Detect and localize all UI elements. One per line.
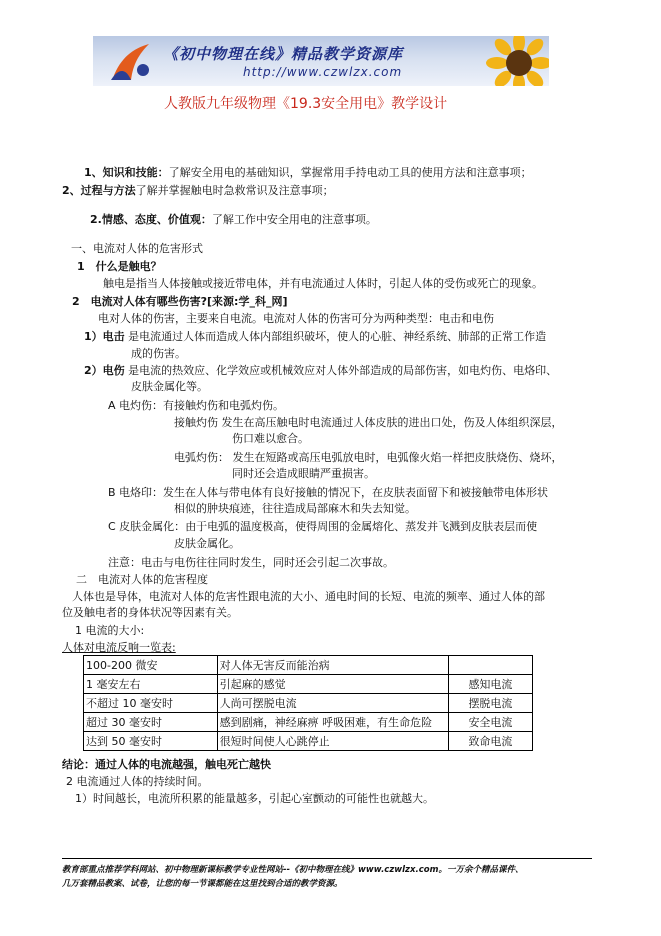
electric-shock-text: 是电流通过人体而造成人体内部组织破坏，使人的心脏、神经系统、肺部的正常工作造 xyxy=(128,330,547,343)
objective-3 xyxy=(90,213,377,227)
arc-burn-label: 电弧灼伤： xyxy=(174,451,229,464)
current-reaction-table xyxy=(83,655,533,751)
current-magnitude-heading: 1 电流的大小: xyxy=(75,624,145,637)
electric-mark-text-cont: 相似的肿块痕迹，往往造成局部麻木和失去知觉。 xyxy=(174,502,416,515)
contact-burn-text-cont: 伤口难以愈合。 xyxy=(232,432,309,445)
electric-shock-item xyxy=(84,330,546,344)
table-cell: 感到剧痛，神经麻痹 呼吸困难，有生命危险 xyxy=(217,713,448,732)
section-2-heading: 二 电流对人体的危害程度 xyxy=(76,573,208,586)
table-row xyxy=(84,656,533,675)
table-caption: 人体对电流反响一览表: xyxy=(62,641,176,654)
footer-divider xyxy=(62,858,592,859)
table-cell: 引起麻的感觉 xyxy=(217,675,448,694)
objective-1-label: 1、知识和技能： xyxy=(84,166,169,179)
electric-injury-text-cont: 皮肤金属化等。 xyxy=(131,380,208,393)
table-cell: 100-200 微安 xyxy=(84,656,218,675)
sunflower-icon xyxy=(483,36,549,86)
electric-mark xyxy=(108,486,548,500)
objective-2 xyxy=(62,184,334,198)
skin-metallization-text-cont: 皮肤金属化。 xyxy=(174,537,240,550)
conclusion: 结论：通过人体的电流越强，触电死亡越快 xyxy=(62,758,271,771)
table-row xyxy=(84,732,533,751)
objective-3-text: 了解工作中安全用电的注意事项。 xyxy=(211,213,377,226)
electric-injury-label: 2）电伤 xyxy=(84,364,125,377)
section-2-intro-cont: 位及触电者的身体状况等因素有关。 xyxy=(62,606,238,619)
question-1-body: 触电是指当人体接触或接近带电体，并有电流通过人体时，引起人体的受伤或死亡的现象。 xyxy=(103,277,543,290)
banner-title: 《初中物理在线》精品教学资源库 xyxy=(163,45,404,63)
question-2-body: 电对人体的伤害，主要来自电流。电流对人体的伤害可分为两种类型：电击和电伤 xyxy=(98,312,494,325)
burn-heading: A 电灼伤：有接触灼伤和电弧灼伤。 xyxy=(108,399,285,412)
footer-line-1: 教育部重点推荐学科网站、初中物理新课标教学专业性网站--《初中物理在线》www.czwlzx.com。一万余个精品课件、 xyxy=(62,865,524,875)
objective-3-label: 2.情感、态度、价值观： xyxy=(90,213,212,226)
contact-burn xyxy=(174,416,563,430)
table-cell: 很短时间使人心跳停止 xyxy=(217,732,448,751)
section-1-heading: 一、电流对人体的危害形式 xyxy=(71,242,203,255)
duration-item-1: 1）时间越长，电流所积累的能量越多，引起心室颤动的可能性也就越大。 xyxy=(75,792,434,805)
objective-1-text: 了解安全用电的基础知识，掌握常用手持电动工具的使用方法和注意事项； xyxy=(168,166,532,179)
table-row xyxy=(84,694,533,713)
electric-injury-text: 是电流的热效应、化学效应或机械效应对人体外部造成的局部伤害，如电灼伤、电烙印、 xyxy=(128,364,558,377)
arc-burn-text-cont: 同时还会造成眼睛严重损害。 xyxy=(232,467,375,480)
table-cell: 不超过 10 毫安时 xyxy=(84,694,218,713)
contact-burn-label: 接触灼伤 xyxy=(174,416,218,429)
electric-shock-label: 1）电击 xyxy=(84,330,125,343)
arc-burn xyxy=(174,451,563,465)
table-cell: 摆脱电流 xyxy=(448,694,532,713)
table-cell: 致命电流 xyxy=(448,732,532,751)
table-cell: 感知电流 xyxy=(448,675,532,694)
arc-burn-text: 发生在短路或高压电弧放电时，电弧像火焰一样把皮肤烧伤、烧坏， xyxy=(232,451,563,464)
table-row xyxy=(84,675,533,694)
table-cell: 人尚可摆脱电流 xyxy=(217,694,448,713)
section-2-intro: 人体也是导体，电流对人体的危害性跟电流的大小、通电时间的长短、电流的频率、通过人体的部 xyxy=(72,590,545,603)
table-cell: 达到 50 毫安时 xyxy=(84,732,218,751)
table-cell xyxy=(448,656,532,675)
objective-2-label: 2、过程与方法 xyxy=(62,184,136,197)
electric-shock-text-cont: 成的伤害。 xyxy=(131,347,186,360)
question-1: 1 什么是触电？ xyxy=(77,260,162,273)
note: 注意：电击与电伤往往同时发生，同时还会引起二次事故。 xyxy=(108,556,394,569)
skin-metallization xyxy=(108,520,537,534)
electric-mark-label: B 电烙印： xyxy=(108,486,164,499)
table-cell: 超过 30 毫安时 xyxy=(84,713,218,732)
document-title: 人教版九年级物理《19.3安全用电》教学设计 xyxy=(164,96,448,112)
logo-icon xyxy=(107,40,153,84)
objective-2-text: 了解并掌握触电时急救常识及注意事项； xyxy=(135,184,334,197)
table-cell: 安全电流 xyxy=(448,713,532,732)
footer-line-2: 几万套精品教案、试卷，让您的每一节课都能在这里找到合适的教学资源。 xyxy=(62,879,343,889)
electric-injury-item xyxy=(84,364,557,378)
contact-burn-text: 发生在高压触电时电流通过人体皮肤的进出口处，伤及人体组织深层， xyxy=(221,416,563,429)
table-cell: 对人体无害反而能治病 xyxy=(217,656,448,675)
table-row xyxy=(84,713,533,732)
skin-metallization-text: 由于电弧的温度极高，使得周围的金属熔化、蒸发并飞溅到皮肤表层而使 xyxy=(185,520,538,533)
objective-1 xyxy=(84,166,532,180)
header-banner xyxy=(93,36,549,86)
banner-url[interactable]: http://www.czwlzx.com xyxy=(243,65,403,79)
question-2: 2 电流对人体有哪些伤害?[来源:学_科_网] xyxy=(72,295,288,308)
electric-mark-text: 发生在人体与带电体有良好接触的情况下，在皮肤表面留下和被接触带电体形状 xyxy=(163,486,549,499)
table-cell: 1 毫安左右 xyxy=(84,675,218,694)
skin-metallization-label: C 皮肤金属化： xyxy=(108,520,186,533)
duration-heading: 2 电流通过人体的持续时间。 xyxy=(66,775,209,788)
